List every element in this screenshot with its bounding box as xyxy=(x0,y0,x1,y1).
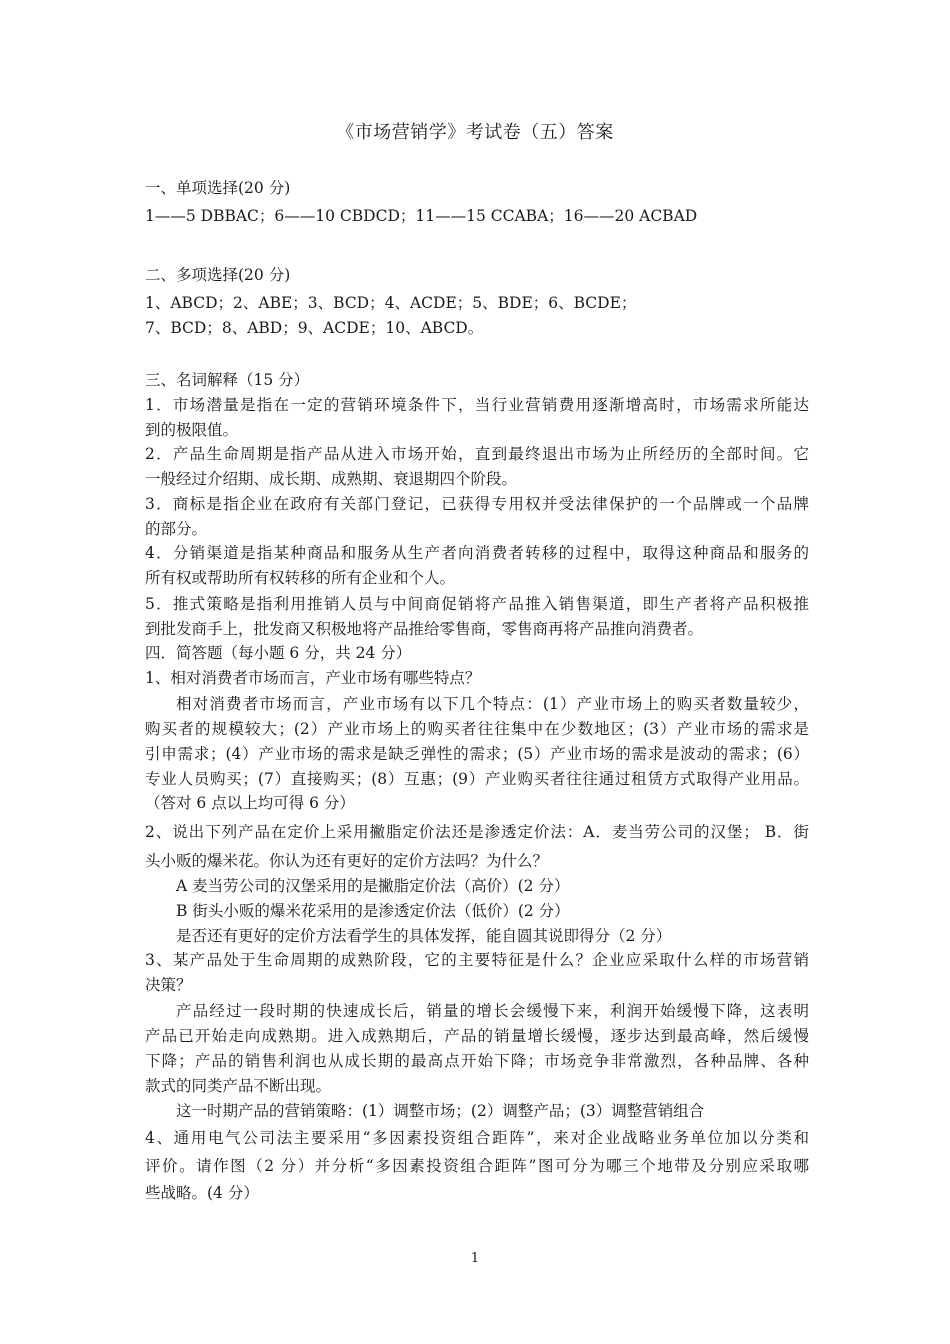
paragraph-line: 的部分。 xyxy=(145,520,208,538)
document-title: 《市场营销学》考试卷（五）答案 xyxy=(336,122,614,143)
answer-line: 1、ABCD；2、ABE；3、BCD；4、ACDE；5、BDE；6、BCDE； xyxy=(145,294,637,312)
answer-line: 是否还有更好的定价方法看学生的具体发挥，能自圆其说即得分（2 分） xyxy=(176,927,672,945)
answer-line: B 街头小贩的爆米花采用的是渗透定价法（低价）(2 分） xyxy=(176,902,570,920)
paragraph-line: 款式的同类产品不断出现。 xyxy=(145,1077,332,1095)
question-line: 评价。请作图（2 分）并分析“多因素投资组合距阵”图可分为哪三个地带及分别应采取哪 xyxy=(145,1157,809,1175)
paragraph-line: 下降；产品的销售利润也从成长期的最高点开始下降；市场竞争非常激烈，各种品牌、各种 xyxy=(145,1052,809,1070)
paragraph-line: 产品已开始走向成熟期。进入成熟期后，产品的销量增长缓慢，逐步达到最高峰，然后缓慢 xyxy=(145,1027,809,1045)
paragraph-line: 这一时期产品的营销策略：(1）调整市场；(2）调整产品；(3）调整营销组合 xyxy=(176,1102,705,1120)
paragraph-line: 引申需求；(4）产业市场的需求是缺乏弹性的需求；(5）产业市场的需求是波动的需求；(6） xyxy=(145,745,809,763)
question-line: 些战略。(4 分） xyxy=(145,1184,259,1202)
answer-line: 1——5 DBBAC；6——10 CBDCD；11——15 CCABA；16——20 ACBAD xyxy=(145,207,698,225)
answer-line: A 麦当劳公司的汉堡采用的是撇脂定价法（高价）(2 分） xyxy=(176,877,570,895)
paragraph-line: 一般经过介绍期、成长期、成熟期、衰退期四个阶段。 xyxy=(145,470,518,488)
section-heading: 一、单项选择(20 分) xyxy=(145,179,291,197)
paragraph-line: 专业人员购买；(7）直接购买；(8）互惠；(9）产业购买者往往通过租赁方式取得产业用品。 xyxy=(145,770,809,788)
paragraph-line: 1．市场潜量是指在一定的营销环境条件下，当行业营销费用逐渐增高时，市场需求所能达 xyxy=(145,396,809,414)
answer-line: 7、BCD；8、ABD；9、ACDE；10、ABCD。 xyxy=(145,319,484,337)
paragraph-line: 产品经过一段时期的快速成长后，销量的增长会缓慢下来，利润开始缓慢下降，这表明 xyxy=(176,1002,809,1020)
paragraph-line: 到的极限值。 xyxy=(145,421,239,439)
paragraph-line: （答对 6 点以上均可得 6 分） xyxy=(145,794,355,812)
paragraph-line: 5．推式策略是指利用推销人员与中间商促销将产品推入销售渠道，即生产者将产品积极推 xyxy=(145,595,809,613)
question-line: 决策？ xyxy=(145,976,192,994)
question-line: 2、说出下列产品在定价上采用撇脂定价法还是渗透定价法：A．麦当劳公司的汉堡； B．街 xyxy=(145,823,809,841)
section-heading: 二、多项选择(20 分) xyxy=(145,266,291,284)
paragraph-line: 购买者的规模较大；(2）产业市场上的购买者往往集中在少数地区；(3）产业市场的需求是 xyxy=(145,720,809,738)
paragraph-line: 4．分销渠道是指某种商品和服务从生产者向消费者转移的过程中，取得这种商品和服务的 xyxy=(145,544,809,562)
paragraph-line: 所有权或帮助所有权转移的所有企业和个人。 xyxy=(145,569,456,587)
page-number: 1 xyxy=(470,1251,480,1266)
paragraph-line: 3．商标是指企业在政府有关部门登记，已获得专用权并受法律保护的一个品牌或一个品牌 xyxy=(145,495,809,513)
question-line: 1、相对消费者市场而言，产业市场有哪些特点？ xyxy=(145,669,481,687)
paragraph-line: 相对消费者市场而言，产业市场有以下几个特点：(1）产业市场上的购买者数量较少， xyxy=(176,695,809,713)
paragraph-line: 2．产品生命周期是指产品从进入市场开始，直到最终退出市场为止所经历的全部时间。它 xyxy=(145,445,809,463)
question-line: 头小贩的爆米花。你认为还有更好的定价方法吗？为什么？ xyxy=(145,852,549,870)
section-heading: 四．简答题（每小题 6 分，共 24 分） xyxy=(145,644,412,662)
question-line: 4、通用电气公司法主要采用“多因素投资组合距阵”，来对企业战略业务单位加以分类和 xyxy=(145,1129,809,1147)
question-line: 3、某产品处于生命周期的成熟阶段，它的主要特征是什么？企业应采取什么样的市场营销 xyxy=(145,951,809,969)
section-heading: 三、名词解释（15 分） xyxy=(145,371,310,389)
paragraph-line: 到批发商手上，批发商又积极地将产品推给零售商，零售商再将产品推向消费者。 xyxy=(145,620,704,638)
